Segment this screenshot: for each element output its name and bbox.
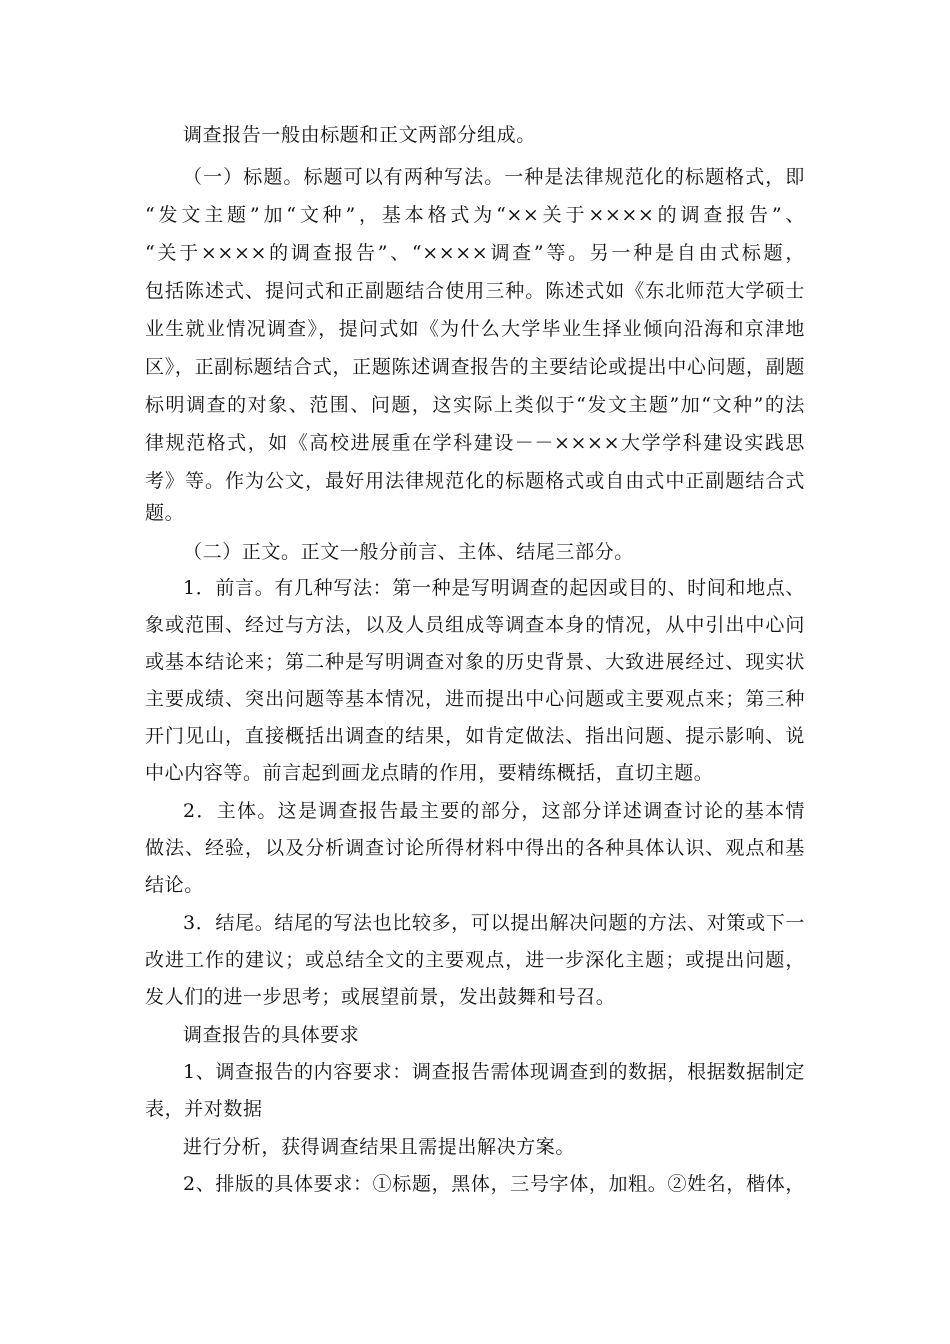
paragraph-preface-line: 1．前言。有几种写法：第一种是写明调查的起因或目的、时间和地点、 — [183, 577, 805, 599]
paragraph-title-line: “发文主题”加“文种”，基本格式为“××关于××××的调查报告”、 — [145, 204, 805, 226]
paragraph-title-line: 律规范格式，如《高校进展重在学科建设－－××××大学学科建设实践思 — [145, 432, 805, 454]
paragraph-preface-line: 或基本结论来；第二种是写明调查对象的历史背景、大致进展经过、现实状 — [145, 651, 805, 673]
paragraph-title-line: 包括陈述式、提问式和正副题结合使用三种。陈述式如《东北师范大学硕士 — [145, 280, 805, 302]
paragraph-title-line: 区》，正副标题结合式，正题陈述调查报告的主要结论或提出中心问题，副题 — [145, 356, 805, 378]
requirement-content-line: 1、调查报告的内容要求：调查报告需体现调查到的数据，根据数据制定 — [183, 1061, 805, 1083]
requirement-content-line: 进行分析，获得调查结果且需提出解决方案。 — [183, 1136, 576, 1158]
paragraph-main-line: 结论。 — [145, 874, 204, 896]
paragraph-body-heading: （二）正文。正文一般分前言、主体、结尾三部分。 — [183, 541, 634, 563]
paragraph-title-line: “关于××××的调查报告”、“××××调查”等。另一种是自由式标题， — [145, 242, 805, 264]
paragraph-main-line: 2．主体。这是调查报告最主要的部分，这部分详述调查讨论的基本情 — [183, 800, 805, 822]
paragraph-title-line: 题。 — [145, 502, 185, 524]
paragraph-preface-line: 开门见山，直接概括出调查的结果，如肯定做法、指出问题、提示影响、说 — [145, 725, 805, 747]
paragraph-title-line: 标明调查的对象、范围、问题，这实际上类似于“发文主题”加“文种”的法 — [145, 394, 805, 416]
requirement-content-line: 表，并对数据 — [145, 1098, 263, 1120]
paragraph-main-line: 做法、经验，以及分析调查讨论所得材料中得出的各种具体认识、观点和基 — [145, 837, 805, 859]
requirement-layout-line: 2、排版的具体要求：①标题，黑体，三号字体，加粗。②姓名，楷体， — [183, 1173, 805, 1195]
section-heading: 调查报告的具体要求 — [183, 1024, 360, 1046]
paragraph-ending-line: 3．结尾。结尾的写法也比较多，可以提出解决问题的方法、对策或下一 — [183, 912, 805, 934]
paragraph-ending-line: 改进工作的建议；或总结全文的主要观点，进一步深化主题；或提出问题， — [145, 949, 805, 971]
paragraph-title-line: 考》等。作为公文，最好用法律规范化的标题格式或自由式中正副题结合式 — [145, 470, 805, 492]
paragraph-ending-line: 发人们的进一步思考；或展望前景，发出鼓舞和号召。 — [145, 986, 616, 1008]
paragraph-title-line: （一）标题。标题可以有两种写法。一种是法律规范化的标题格式，即 — [183, 166, 805, 188]
paragraph-preface-line: 象或范围、经过与方法，以及人员组成等调查本身的情况，从中引出中心问 — [145, 614, 805, 636]
paragraph-intro: 调查报告一般由标题和正文两部分组成。 — [183, 124, 536, 146]
paragraph-title-line: 业生就业情况调查》，提问式如《为什么大学毕业生择业倾向沿海和京津地 — [145, 318, 805, 340]
paragraph-preface-line: 中心内容等。前言起到画龙点睛的作用，要精练概括，直切主题。 — [145, 762, 714, 784]
paragraph-preface-line: 主要成绩、突出问题等基本情况，进而提出中心问题或主要观点来；第三种 — [145, 688, 805, 710]
